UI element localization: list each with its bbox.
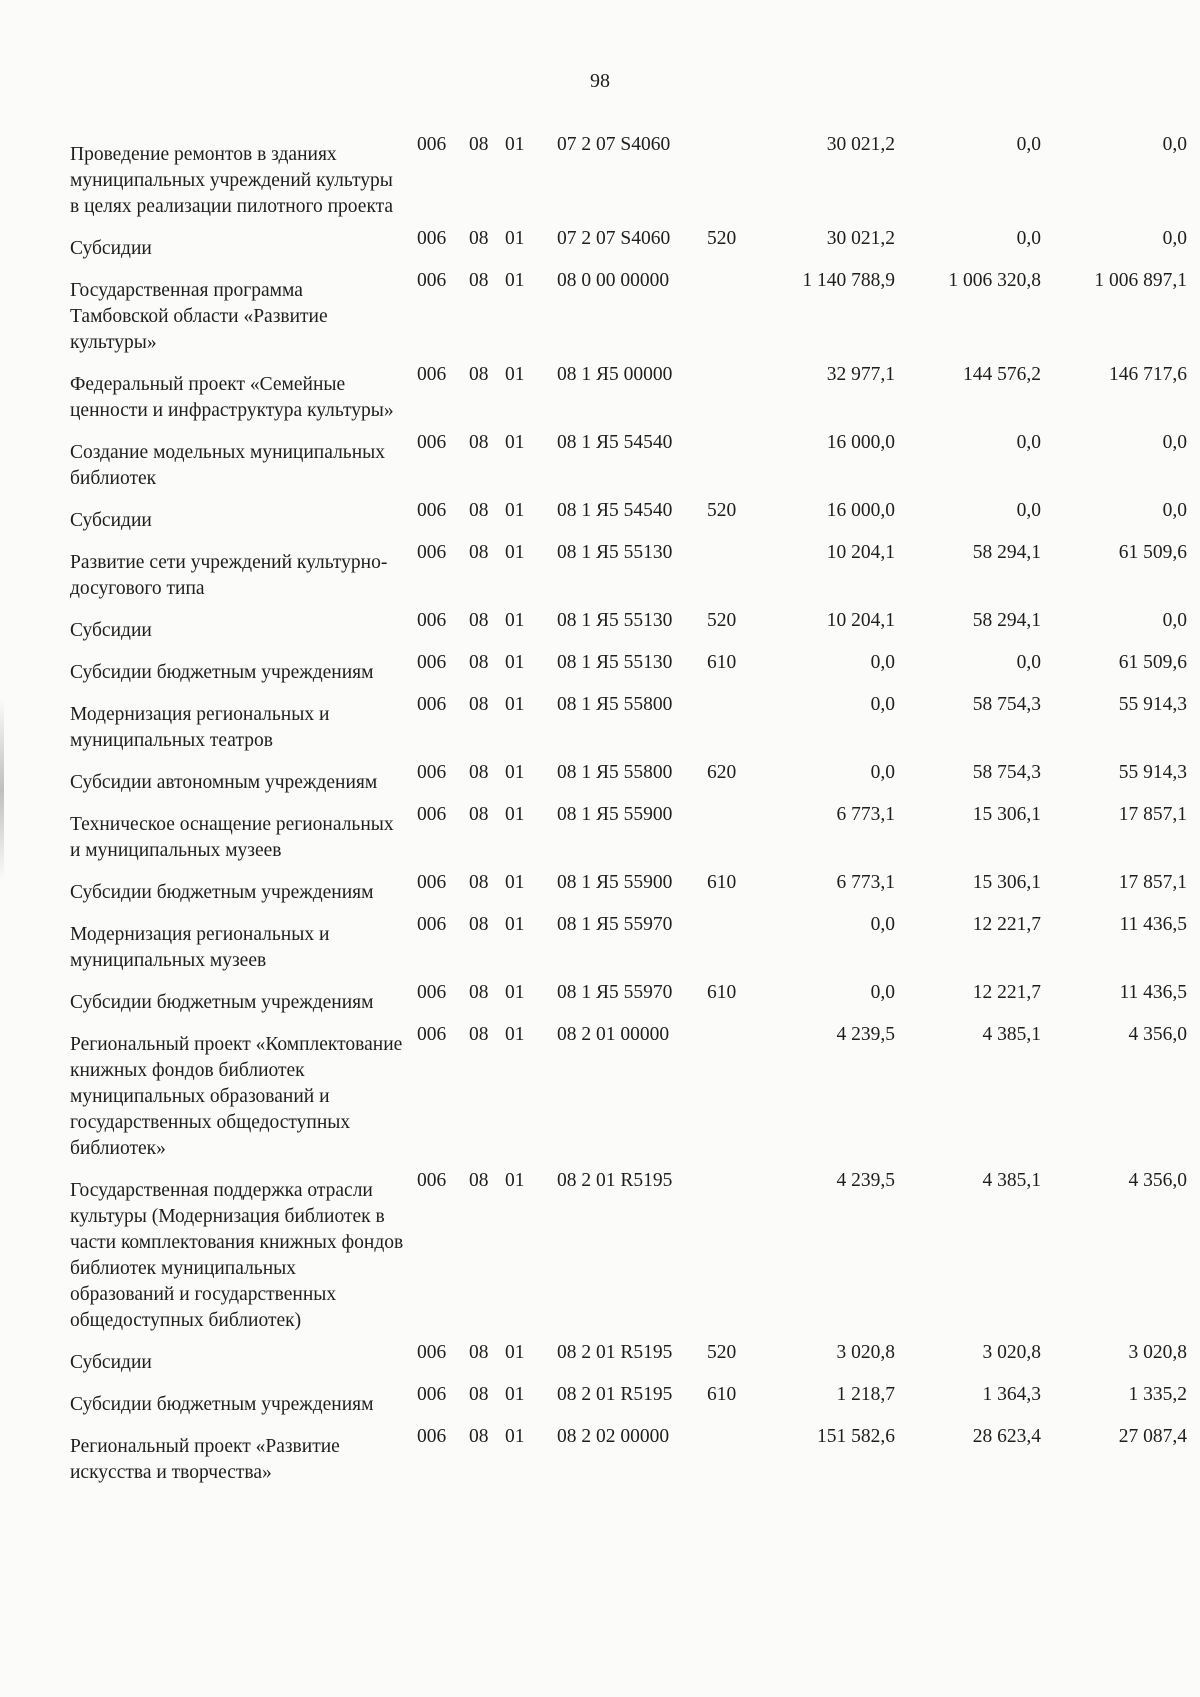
target-article-code: 07 2 07 S4060 [557,228,671,249]
row-name: Субсидии бюджетным учреждениям [70,992,374,1013]
amount-year-1: 0,0 [870,694,895,715]
amount-year-3: 0,0 [1162,228,1187,249]
amount-year-3: 0,0 [1162,610,1187,631]
target-article-code: 08 2 01 00000 [557,1024,670,1045]
expense-type-code: 620 [707,762,737,783]
department-code: 006 [417,872,447,893]
expense-type-code [707,912,767,980]
amount-year-2: 1 006 320,8 [948,270,1041,291]
amount-year-2: 12 221,7 [972,982,1041,1003]
row-name: Развитие сети учреждений культурно-досугового типа [70,552,388,599]
target-article-code: 08 1 Я5 55900 [557,804,673,825]
amount-year-3: 0,0 [1162,500,1187,521]
table-row [70,268,1187,362]
row-name: Субсидии бюджетным учреждениям [70,1394,374,1415]
row-name: Региональный проект «Комплектование книжных фондов библиотек муниципальных образований и государственных общедоступных библиотек» [70,1034,403,1159]
subsection-code: 01 [505,694,525,715]
table-row [70,692,1187,760]
section-code: 08 [469,762,489,783]
target-article-code: 08 1 Я5 00000 [557,364,673,385]
target-article-code: 08 0 00 00000 [557,270,670,291]
amount-year-2: 4 385,1 [982,1170,1041,1191]
amount-year-1: 0,0 [870,982,895,1003]
table-row [70,650,1187,692]
subsection-code: 01 [505,872,525,893]
subsection-code: 01 [505,228,525,249]
section-code: 08 [469,914,489,935]
amount-year-2: 0,0 [1016,228,1041,249]
section-code: 08 [469,432,489,453]
amount-year-1: 30 021,2 [826,228,895,249]
subsection-code: 01 [505,134,525,155]
expense-type-code: 520 [707,1342,737,1363]
department-code: 006 [417,134,447,155]
section-code: 08 [469,804,489,825]
amount-year-1: 0,0 [870,762,895,783]
amount-year-2: 58 754,3 [972,694,1041,715]
row-name: Субсидии [70,238,152,259]
amount-year-3: 146 717,6 [1109,364,1187,385]
amount-year-2: 0,0 [1016,652,1041,673]
budget-table-body [70,132,1187,1492]
table-row [70,1022,1187,1168]
department-code: 006 [417,914,447,935]
amount-year-3: 4 356,0 [1128,1170,1187,1191]
department-code: 006 [417,432,447,453]
expense-type-code [707,132,767,226]
amount-year-1: 4 239,5 [836,1024,895,1045]
row-name: Проведение ремонтов в зданиях муниципальных учреждений культуры в целях реализации пилотного проекта [70,144,394,217]
amount-year-3: 61 509,6 [1118,542,1187,563]
row-name: Государственная программа Тамбовской области «Развитие культуры» [70,280,328,353]
amount-year-2: 3 020,8 [982,1342,1041,1363]
expense-type-code [707,268,767,362]
subsection-code: 01 [505,1384,525,1405]
scan-edge-shadow [0,700,4,880]
amount-year-1: 1 218,7 [836,1384,895,1405]
amount-year-3: 4 356,0 [1128,1024,1187,1045]
expense-type-code [707,1168,767,1340]
table-row [70,1424,1187,1492]
department-code: 006 [417,1342,447,1363]
amount-year-1: 10 204,1 [826,610,895,631]
amount-year-3: 11 436,5 [1119,982,1187,1003]
section-code: 08 [469,1170,489,1191]
subsection-code: 01 [505,432,525,453]
target-article-code: 08 1 Я5 55970 [557,914,673,935]
amount-year-2: 144 576,2 [963,364,1041,385]
expense-type-code: 520 [707,228,737,249]
amount-year-2: 1 364,3 [982,1384,1041,1405]
amount-year-3: 55 914,3 [1118,694,1187,715]
amount-year-1: 3 020,8 [836,1342,895,1363]
amount-year-2: 4 385,1 [982,1024,1041,1045]
table-row [70,132,1187,226]
subsection-code: 01 [505,542,525,563]
expense-type-code [707,430,767,498]
section-code: 08 [469,982,489,1003]
expense-type-code: 610 [707,872,737,893]
department-code: 006 [417,364,447,385]
amount-year-1: 30 021,2 [826,134,895,155]
amount-year-1: 151 582,6 [817,1426,895,1447]
target-article-code: 08 2 01 R5195 [557,1342,673,1363]
amount-year-1: 0,0 [870,914,895,935]
row-name: Субсидии [70,1352,152,1373]
amount-year-3: 55 914,3 [1118,762,1187,783]
table-row [70,498,1187,540]
amount-year-2: 15 306,1 [972,872,1041,893]
amount-year-2: 12 221,7 [972,914,1041,935]
target-article-code: 08 2 01 R5195 [557,1384,673,1405]
department-code: 006 [417,804,447,825]
section-code: 08 [469,1342,489,1363]
table-row [70,912,1187,980]
section-code: 08 [469,228,489,249]
amount-year-1: 1 140 788,9 [802,270,895,291]
department-code: 006 [417,1170,447,1191]
department-code: 006 [417,762,447,783]
target-article-code: 07 2 07 S4060 [557,134,671,155]
department-code: 006 [417,1384,447,1405]
row-name: Региональный проект «Развитие искусства и творчества» [70,1436,340,1483]
amount-year-2: 28 623,4 [972,1426,1041,1447]
amount-year-3: 17 857,1 [1118,872,1187,893]
amount-year-3: 17 857,1 [1118,804,1187,825]
target-article-code: 08 1 Я5 55970 [557,982,673,1003]
amount-year-3: 1 335,2 [1128,1384,1187,1405]
amount-year-3: 1 006 897,1 [1094,270,1187,291]
row-name: Государственная поддержка отрасли культуры (Модернизация библиотек в части комплектования книжных фондов библиотек муниципальных образований и государственных общедоступных библиотек) [70,1180,404,1331]
expense-type-code [707,802,767,870]
amount-year-1: 4 239,5 [836,1170,895,1191]
subsection-code: 01 [505,982,525,1003]
section-code: 08 [469,134,489,155]
department-code: 006 [417,1024,447,1045]
department-code: 006 [417,652,447,673]
row-name: Создание модельных муниципальных библиотек [70,442,385,489]
subsection-code: 01 [505,914,525,935]
department-code: 006 [417,982,447,1003]
row-name: Субсидии [70,620,152,641]
budget-table [70,132,1187,1492]
section-code: 08 [469,1024,489,1045]
subsection-code: 01 [505,762,525,783]
subsection-code: 01 [505,1342,525,1363]
department-code: 006 [417,610,447,631]
row-name: Модернизация региональных и муниципальных музеев [70,924,330,971]
expense-type-code [707,1022,767,1168]
table-row [70,1382,1187,1424]
table-row [70,1168,1187,1340]
section-code: 08 [469,610,489,631]
amount-year-3: 61 509,6 [1118,652,1187,673]
amount-year-1: 32 977,1 [826,364,895,385]
subsection-code: 01 [505,610,525,631]
target-article-code: 08 1 Я5 54540 [557,432,673,453]
subsection-code: 01 [505,270,525,291]
row-name: Субсидии автономным учреждениям [70,772,378,793]
table-row [70,608,1187,650]
amount-year-3: 0,0 [1162,134,1187,155]
target-article-code: 08 2 01 R5195 [557,1170,673,1191]
target-article-code: 08 1 Я5 55130 [557,542,673,563]
section-code: 08 [469,872,489,893]
section-code: 08 [469,542,489,563]
amount-year-2: 58 294,1 [972,542,1041,563]
subsection-code: 01 [505,500,525,521]
expense-type-code: 610 [707,652,737,673]
department-code: 006 [417,542,447,563]
amount-year-1: 16 000,0 [826,432,895,453]
section-code: 08 [469,1426,489,1447]
row-name: Федеральный проект «Семейные ценности и инфраструктура культуры» [70,374,394,421]
table-row [70,362,1187,430]
amount-year-2: 0,0 [1016,500,1041,521]
row-name: Модернизация региональных и муниципальных театров [70,704,330,751]
amount-year-2: 15 306,1 [972,804,1041,825]
expense-type-code: 520 [707,500,737,521]
expense-type-code [707,1424,767,1492]
amount-year-2: 0,0 [1016,134,1041,155]
expense-type-code: 520 [707,610,737,631]
amount-year-2: 58 754,3 [972,762,1041,783]
amount-year-1: 16 000,0 [826,500,895,521]
amount-year-1: 6 773,1 [836,872,895,893]
target-article-code: 08 2 02 00000 [557,1426,670,1447]
target-article-code: 08 1 Я5 55130 [557,652,673,673]
expense-type-code: 610 [707,982,737,1003]
expense-type-code [707,692,767,760]
amount-year-3: 0,0 [1162,432,1187,453]
amount-year-2: 58 294,1 [972,610,1041,631]
department-code: 006 [417,228,447,249]
subsection-code: 01 [505,1426,525,1447]
expense-type-code: 610 [707,1384,737,1405]
row-name: Субсидии бюджетным учреждениям [70,882,374,903]
section-code: 08 [469,500,489,521]
amount-year-3: 3 020,8 [1128,1342,1187,1363]
table-row [70,430,1187,498]
target-article-code: 08 1 Я5 55130 [557,610,673,631]
section-code: 08 [469,694,489,715]
table-row [70,870,1187,912]
subsection-code: 01 [505,364,525,385]
target-article-code: 08 1 Я5 55900 [557,872,673,893]
subsection-code: 01 [505,1170,525,1191]
amount-year-3: 11 436,5 [1119,914,1187,935]
table-row [70,760,1187,802]
subsection-code: 01 [505,652,525,673]
section-code: 08 [469,270,489,291]
department-code: 006 [417,694,447,715]
department-code: 006 [417,500,447,521]
amount-year-1: 10 204,1 [826,542,895,563]
table-row [70,980,1187,1022]
subsection-code: 01 [505,804,525,825]
table-row [70,540,1187,608]
amount-year-1: 0,0 [870,652,895,673]
department-code: 006 [417,1426,447,1447]
target-article-code: 08 1 Я5 55800 [557,762,673,783]
section-code: 08 [469,652,489,673]
amount-year-1: 6 773,1 [836,804,895,825]
expense-type-code [707,362,767,430]
amount-year-3: 27 087,4 [1118,1426,1187,1447]
table-row [70,226,1187,268]
subsection-code: 01 [505,1024,525,1045]
table-row [70,1340,1187,1382]
target-article-code: 08 1 Я5 54540 [557,500,673,521]
row-name: Субсидии бюджетным учреждениям [70,662,374,683]
page-number: 98 [590,70,610,92]
table-row [70,802,1187,870]
department-code: 006 [417,270,447,291]
section-code: 08 [469,1384,489,1405]
row-name: Субсидии [70,510,152,531]
target-article-code: 08 1 Я5 55800 [557,694,673,715]
expense-type-code [707,540,767,608]
section-code: 08 [469,364,489,385]
amount-year-2: 0,0 [1016,432,1041,453]
row-name: Техническое оснащение региональных и муниципальных музеев [70,814,394,861]
